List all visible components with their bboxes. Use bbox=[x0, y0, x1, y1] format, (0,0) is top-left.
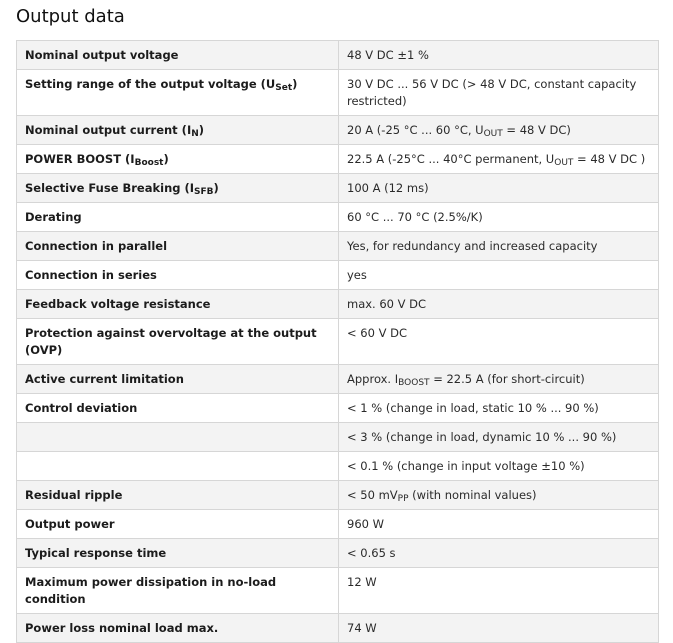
table-row bbox=[17, 394, 659, 423]
cell-text: Typical response time bbox=[25, 546, 167, 560]
property-label bbox=[17, 423, 339, 452]
cell-text: Nominal output current (I bbox=[25, 123, 192, 137]
property-value bbox=[339, 203, 659, 232]
property-value bbox=[339, 290, 659, 319]
cell-text: Power loss nominal load max. bbox=[25, 621, 219, 635]
property-value bbox=[339, 614, 659, 643]
table-row bbox=[17, 423, 659, 452]
table-row bbox=[17, 481, 659, 510]
cell-text: 48 V DC ±1 % bbox=[347, 48, 429, 62]
property-value bbox=[339, 116, 659, 145]
property-value bbox=[339, 145, 659, 174]
output-data-table-body bbox=[17, 41, 659, 643]
property-value bbox=[339, 319, 659, 365]
property-value bbox=[339, 232, 659, 261]
property-value bbox=[339, 174, 659, 203]
property-label bbox=[17, 319, 339, 365]
table-row bbox=[17, 116, 659, 145]
property-label bbox=[17, 510, 339, 539]
cell-text: ) bbox=[163, 152, 169, 166]
property-value bbox=[339, 539, 659, 568]
cell-text: = 22.5 A (for short-circuit) bbox=[429, 372, 585, 386]
table-row bbox=[17, 41, 659, 70]
cell-text: ) bbox=[292, 77, 298, 91]
table-row bbox=[17, 174, 659, 203]
table-row bbox=[17, 452, 659, 481]
table-row bbox=[17, 365, 659, 394]
property-value bbox=[339, 261, 659, 290]
cell-text: Control deviation bbox=[25, 401, 138, 415]
property-label bbox=[17, 116, 339, 145]
cell-text: Output power bbox=[25, 517, 115, 531]
cell-text: < 60 V DC bbox=[347, 326, 407, 340]
property-label bbox=[17, 539, 339, 568]
cell-text: (with nominal values) bbox=[408, 488, 537, 502]
cell-text: ) bbox=[198, 123, 205, 137]
subscript-text: PP bbox=[397, 494, 409, 504]
cell-text: Maximum power dissipation in no-load condition bbox=[25, 575, 277, 606]
subscript-text: Set bbox=[275, 83, 293, 93]
property-value bbox=[339, 394, 659, 423]
cell-text: Protection against overvoltage at the output (OVP) bbox=[25, 326, 317, 357]
property-value bbox=[339, 365, 659, 394]
cell-text: 22.5 A (-25°C ... 40°C permanent, U bbox=[347, 152, 555, 166]
cell-text: yes bbox=[347, 268, 367, 282]
cell-text: Yes, for redundancy and increased capacity bbox=[347, 239, 598, 253]
property-label bbox=[17, 174, 339, 203]
subscript-text: BOOST bbox=[398, 378, 430, 388]
table-row bbox=[17, 145, 659, 174]
cell-text: Feedback voltage resistance bbox=[25, 297, 211, 311]
cell-text: Approx. I bbox=[347, 372, 399, 386]
property-value bbox=[339, 510, 659, 539]
output-data-table bbox=[16, 40, 659, 643]
cell-text: 74 W bbox=[347, 621, 377, 635]
table-row bbox=[17, 203, 659, 232]
cell-text: Setting range of the output voltage (U bbox=[25, 77, 276, 91]
cell-text: 60 °C ... 70 °C (2.5%/K) bbox=[347, 210, 483, 224]
property-value bbox=[339, 452, 659, 481]
property-label bbox=[17, 614, 339, 643]
property-label bbox=[17, 365, 339, 394]
cell-text: 12 W bbox=[347, 575, 377, 589]
property-label bbox=[17, 41, 339, 70]
table-row bbox=[17, 319, 659, 365]
cell-text: 960 W bbox=[347, 517, 384, 531]
cell-text: Selective Fuse Breaking (I bbox=[25, 181, 195, 195]
subscript-text: OUT bbox=[554, 158, 574, 168]
cell-text: Connection in parallel bbox=[25, 239, 168, 253]
subscript-text: Boost bbox=[134, 158, 164, 168]
table-row bbox=[17, 290, 659, 319]
cell-text: max. 60 V DC bbox=[347, 297, 427, 311]
property-value bbox=[339, 70, 659, 116]
cell-text: 100 A (12 ms) bbox=[347, 181, 429, 195]
table-row bbox=[17, 510, 659, 539]
cell-text: Residual ripple bbox=[25, 488, 123, 502]
subscript-text: OUT bbox=[483, 129, 503, 139]
table-row bbox=[17, 614, 659, 643]
cell-text: < 0.65 s bbox=[347, 546, 396, 560]
table-row bbox=[17, 232, 659, 261]
property-value bbox=[339, 423, 659, 452]
table-row bbox=[17, 539, 659, 568]
property-value bbox=[339, 481, 659, 510]
subscript-text: SFB bbox=[194, 187, 214, 197]
cell-text: Active current limitation bbox=[25, 372, 184, 386]
cell-text: < 1 % (change in load, static 10 % ... 90 %) bbox=[347, 401, 599, 415]
property-label bbox=[17, 452, 339, 481]
property-label bbox=[17, 481, 339, 510]
cell-text: 30 V DC ... 56 V DC (> 48 V DC, constant capacity restricted) bbox=[347, 77, 637, 108]
table-row bbox=[17, 70, 659, 116]
subscript-text: N bbox=[191, 129, 199, 139]
cell-text: Nominal output voltage bbox=[25, 48, 179, 62]
cell-text: < 3 % (change in load, dynamic 10 % ... 90 %) bbox=[347, 430, 617, 444]
cell-text: POWER BOOST (I bbox=[25, 152, 135, 166]
property-label bbox=[17, 70, 339, 116]
property-label bbox=[17, 232, 339, 261]
cell-text: = 48 V DC) bbox=[502, 123, 571, 137]
cell-text: Connection in series bbox=[25, 268, 157, 282]
property-value bbox=[339, 41, 659, 70]
cell-text: < 50 mV bbox=[347, 488, 398, 502]
property-label bbox=[17, 145, 339, 174]
cell-text: Derating bbox=[25, 210, 82, 224]
cell-text: = 48 V DC ) bbox=[573, 152, 646, 166]
property-label bbox=[17, 261, 339, 290]
section-title: Output data bbox=[16, 6, 125, 27]
cell-text: ) bbox=[213, 181, 219, 195]
cell-text: < 0.1 % (change in input voltage ±10 %) bbox=[347, 459, 585, 473]
table-row bbox=[17, 261, 659, 290]
property-label bbox=[17, 203, 339, 232]
property-label bbox=[17, 290, 339, 319]
property-label bbox=[17, 394, 339, 423]
cell-text: 20 A (-25 °C ... 60 °C, U bbox=[347, 123, 484, 137]
